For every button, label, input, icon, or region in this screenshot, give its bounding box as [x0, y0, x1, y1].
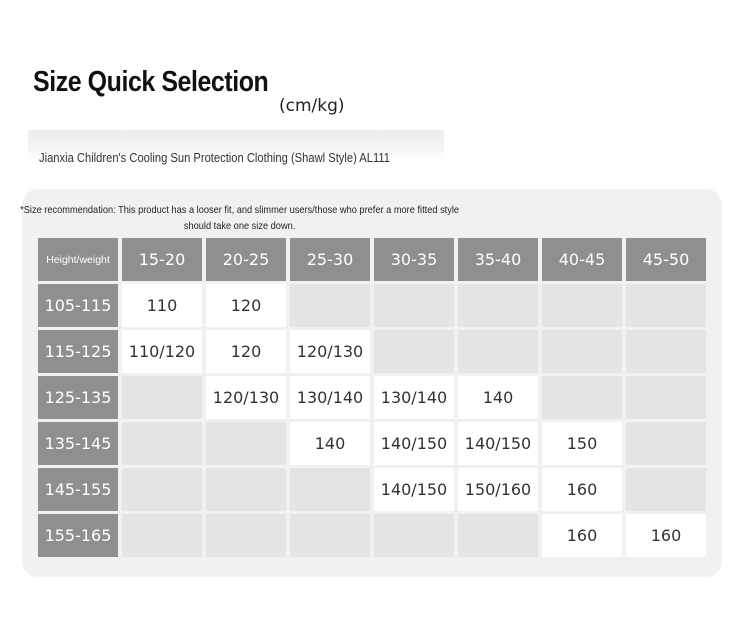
row-header: 155-165	[38, 514, 118, 557]
size-cell: 140/150	[374, 468, 454, 511]
empty-cell	[206, 422, 286, 465]
empty-cell	[626, 284, 706, 327]
size-cell: 130/140	[374, 376, 454, 419]
size-cell: 150	[542, 422, 622, 465]
row-header: 105-115	[38, 284, 118, 327]
empty-cell	[290, 284, 370, 327]
size-cell: 110	[122, 284, 202, 327]
empty-cell	[542, 376, 622, 419]
empty-cell	[374, 330, 454, 373]
table-corner-header: Height/weight	[38, 238, 118, 281]
column-header: 30-35	[374, 238, 454, 281]
row-header: 125-135	[38, 376, 118, 419]
empty-cell	[374, 514, 454, 557]
column-header: 25-30	[290, 238, 370, 281]
size-cell: 140/150	[374, 422, 454, 465]
size-cell: 140/150	[458, 422, 538, 465]
size-cell: 160	[542, 514, 622, 557]
column-header: 20-25	[206, 238, 286, 281]
empty-cell	[206, 514, 286, 557]
row-header: 115-125	[38, 330, 118, 373]
size-cell: 160	[542, 468, 622, 511]
empty-cell	[290, 514, 370, 557]
size-cell: 120/130	[290, 330, 370, 373]
empty-cell	[458, 284, 538, 327]
product-name: Jianxia Children's Cooling Sun Protection Clothing (Shawl Style) AL111	[39, 150, 390, 165]
size-cell: 160	[626, 514, 706, 557]
row-header: 145-155	[38, 468, 118, 511]
column-header: 35-40	[458, 238, 538, 281]
size-cell: 140	[290, 422, 370, 465]
size-cell: 150/160	[458, 468, 538, 511]
empty-cell	[458, 330, 538, 373]
row-header: 135-145	[38, 422, 118, 465]
column-header: 40-45	[542, 238, 622, 281]
column-header: 15-20	[122, 238, 202, 281]
empty-cell	[206, 468, 286, 511]
empty-cell	[626, 422, 706, 465]
empty-cell	[122, 422, 202, 465]
size-cell: 120/130	[206, 376, 286, 419]
empty-cell	[626, 468, 706, 511]
empty-cell	[122, 376, 202, 419]
empty-cell	[542, 284, 622, 327]
column-header: 45-50	[626, 238, 706, 281]
size-recommendation-note: *Size recommendation: This product has a looser fit, and slimmer users/those who prefer a more fitted style should take one size down.	[20, 204, 460, 232]
size-cell: 110/120	[122, 330, 202, 373]
empty-cell	[458, 514, 538, 557]
empty-cell	[542, 330, 622, 373]
size-cell: 140	[458, 376, 538, 419]
size-table	[38, 238, 706, 557]
size-cell: 130/140	[290, 376, 370, 419]
empty-cell	[374, 284, 454, 327]
empty-cell	[626, 330, 706, 373]
size-cell: 120	[206, 330, 286, 373]
empty-cell	[290, 468, 370, 511]
empty-cell	[122, 514, 202, 557]
size-cell: 120	[206, 284, 286, 327]
empty-cell	[122, 468, 202, 511]
empty-cell	[626, 376, 706, 419]
page-title: Size Quick Selection	[33, 66, 269, 98]
unit-label: (cm/kg)	[279, 96, 345, 116]
